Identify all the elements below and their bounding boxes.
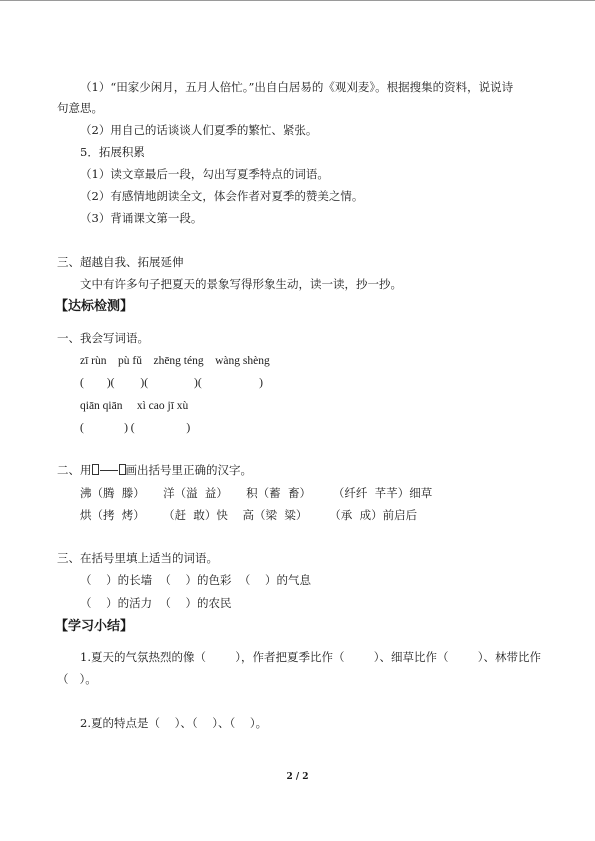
exercise-2-row-2: 烘（拷 烤） （赶 敢）快 高（梁 粱） （承 成）前启后 xyxy=(80,508,418,522)
dabiao-heading: 【达标检测】 xyxy=(55,299,134,314)
summary-1-line-2: （ ）。 xyxy=(57,672,97,686)
page-number: 2 / 2 xyxy=(286,772,309,782)
exercise-2-title xyxy=(57,463,252,478)
xiaojie-heading: 【学习小结】 xyxy=(55,619,134,634)
box-symbol xyxy=(119,464,126,475)
exercise-1-title: 一、我会写词语。 xyxy=(57,331,149,345)
question-1-line-1: （1）“田家少闲月，五月人倍忙。”出自白居易的《观刈麦》。根据搜集的资料，说说诗 xyxy=(80,80,514,94)
section-three-body: 文中有许多句子把夏天的景象写得形象生动，读一读，抄一抄。 xyxy=(80,277,402,291)
exercise-3-title: 三、在括号里填上适当的词语。 xyxy=(57,551,218,565)
box-symbol xyxy=(92,464,99,475)
exercise-2-prefix: 二、用 xyxy=(57,463,92,477)
exercise-2-row-1: 沸（腾 滕） 洋（溢 益） 积（蓄 畜） （纤纤 芊芊）细草 xyxy=(80,486,433,500)
question-2: （2）用自己的话谈谈人们夏季的繁忙、紧张。 xyxy=(80,123,318,137)
pinyin-row-1: zī rùn pù fǔ zhēng téng wàng shèng xyxy=(80,355,270,367)
pinyin-row-2: qiān qiān xì cao jī xù xyxy=(80,400,189,412)
answer-brackets-row-1: ( )( )( )( ) xyxy=(80,377,264,389)
section-three-title: 三、超越自我、拓展延伸 xyxy=(57,255,184,269)
question-1-line-2: 句意思。 xyxy=(57,101,103,115)
answer-brackets-row-2: ( ) ( ) xyxy=(80,422,191,434)
section-5-item-2: （2）有感情地朗读全文，体会作者对夏季的赞美之情。 xyxy=(80,189,364,203)
summary-2: 2.夏的特点是（ ）、（ ）、（ ）。 xyxy=(80,716,268,730)
top-rule xyxy=(0,0,595,1)
summary-1-line-1: 1.夏天的气氛热烈的像（ ），作者把夏季比作（ ）、细草比作（ ）、林带比作 xyxy=(80,650,541,664)
section-5-title: 5．拓展积累 xyxy=(80,145,145,159)
section-5-item-1: （1）读文章最后一段，勾出写夏季特点的词语。 xyxy=(80,167,329,181)
dash-symbol xyxy=(100,470,118,471)
exercise-3-row-1: （ ）的长墙 （ ）的色彩 （ ）的气息 xyxy=(80,573,311,587)
exercise-3-row-2: （ ）的活力 （ ）的农民 xyxy=(80,596,232,610)
exercise-2-suffix: 画出括号里正确的汉字。 xyxy=(125,463,252,477)
section-5-item-3: （3）背诵课文第一段。 xyxy=(80,211,203,225)
